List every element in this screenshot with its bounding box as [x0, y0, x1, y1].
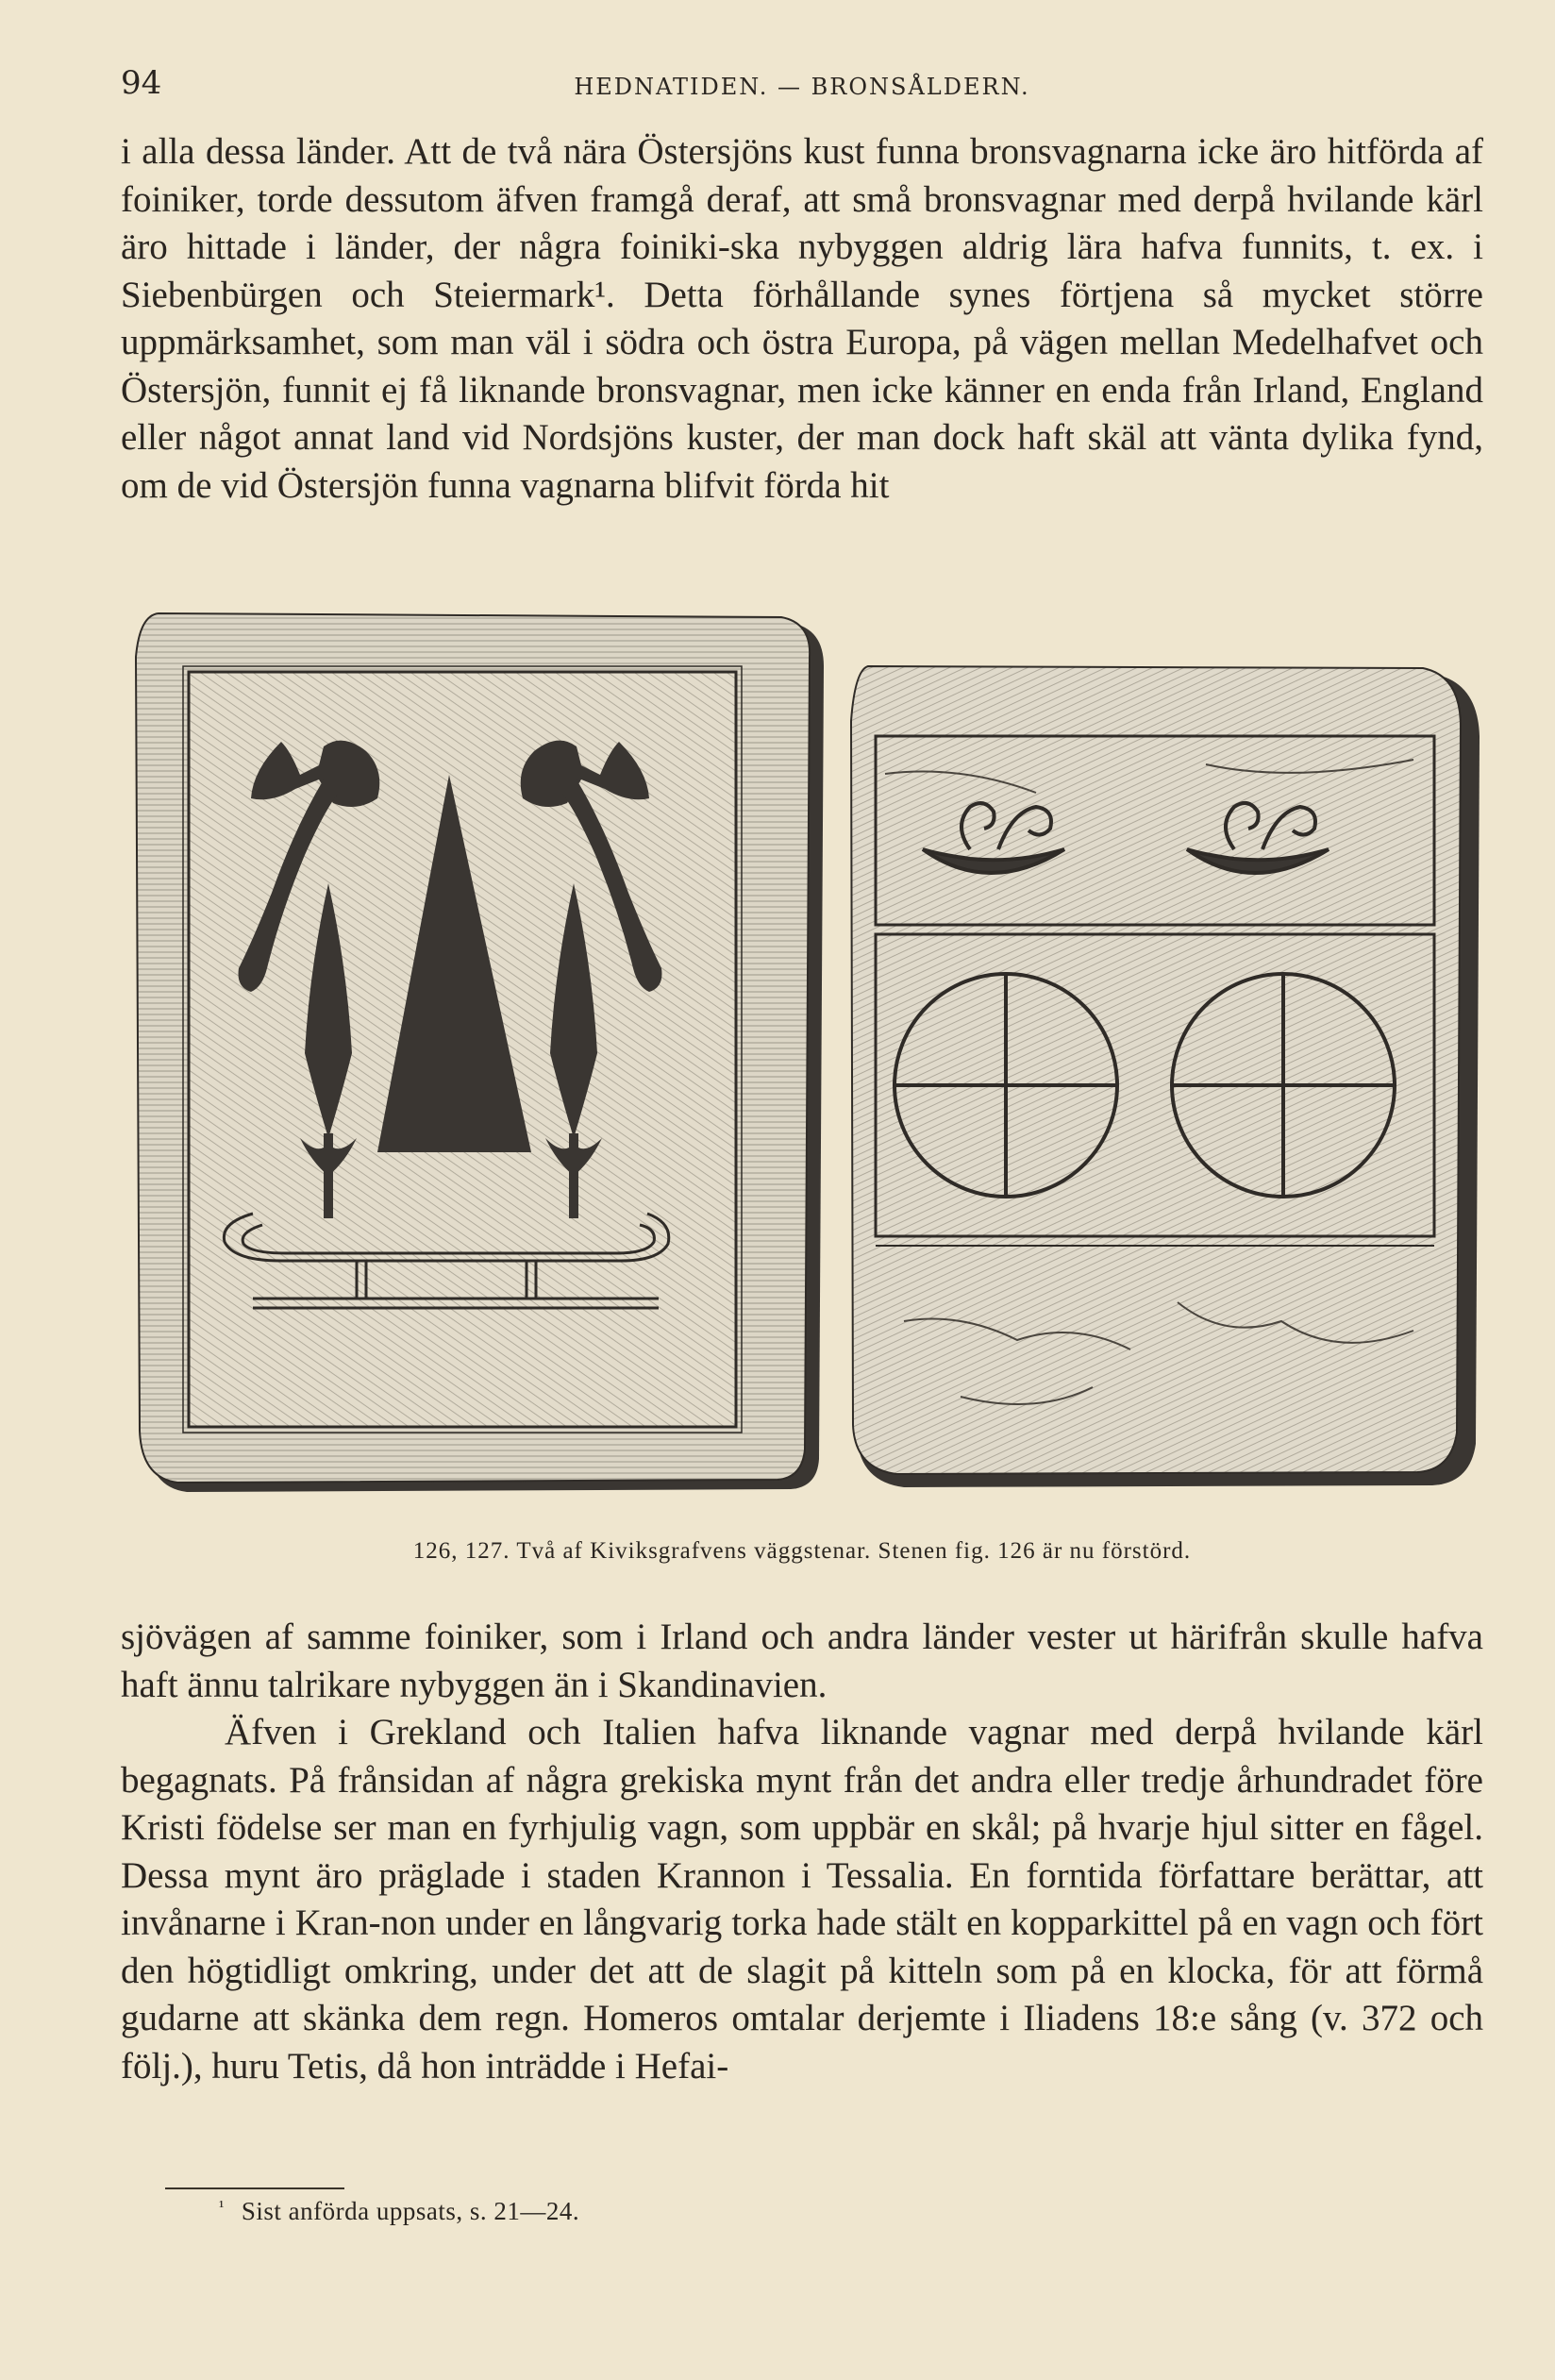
body-text-top — [121, 128, 1483, 510]
paragraph-2: Äfven i Grekland och Italien hafva liknande vagnar med derpå hvilande kärl begagnats. På frånsidan af några grekiska mynt från det andra eller tredje århundradet före Kristi födelse ser man en fyrhjulig vagn, som uppbär en skål; på hvarje hjul sitter en fågel. Dessa mynt äro präglade i staden Krannon i Tessalia. En forntida författare berättar, att invånarne i Kran-non under en långvarig torka hade stält en kopparkittel på en vagn och fört den högtidligt omkring, under det att de slagit på kitteln som på en klocka, för att förmå gudarne att skänka dem regn. Homeros omtalar derjemte i Iliadens 18:e sång (v. 372 och följ.), huru Tetis, då hon inträdde i Hefai- — [121, 1712, 1483, 2087]
figure-caption: 126, 127. Två af Kiviksgrafvens väggstenar. Stenen fig. 126 är nu förstörd. — [412, 1538, 1192, 1564]
footnote-marker: ¹ — [219, 2197, 225, 2216]
running-head: HEDNATIDEN. — BRONSÅLDERN. — [574, 74, 1030, 100]
footnote-rule — [165, 2187, 344, 2189]
paragraph-1: sjövägen af samme foiniker, som i Irland och andra länder vester ut härifrån skulle hafva haft ännu talrikare nybyggen än i Skandinavien. — [121, 1617, 1483, 1705]
footnote-text: Sist anförda uppsats, s. 21—24. — [241, 2197, 580, 2225]
paragraph-top: i alla dessa länder. Att de två nära Östersjöns kust funna bronsvagnarna icke äro hitförda af foiniker, torde dessutom äfven framgå deraf, att små bronsvagnar med derpå hvilande kärl äro hittade i länder, der några foiniki-ska nybyggen aldrig lära hafva funnits, t. ex. i Siebenbürgen och Steiermark¹. Detta förhållande synes förtjena så mycket större uppmärksamhet, som man väl i södra och östra Europa, på vägen mellan Medelhafvet och Östersjön, funnit ej få liknande bronsvagnar, men icke känner en enda från Irland, England eller något annat land vid Nordsjöns kuster, der man dock haft skäl att vänta dylika fynd, om de vid Östersjön funna vagnarna blifvit förda hit — [121, 131, 1483, 506]
page-number: 94 — [121, 64, 162, 102]
body-text-bottom — [121, 1614, 1483, 2090]
figure-stones — [121, 604, 1483, 1510]
footnote — [219, 2197, 579, 2226]
stone-illustration-127 — [847, 661, 1483, 1491]
stone-illustration-126 — [130, 610, 828, 1497]
page-header — [121, 57, 1483, 113]
